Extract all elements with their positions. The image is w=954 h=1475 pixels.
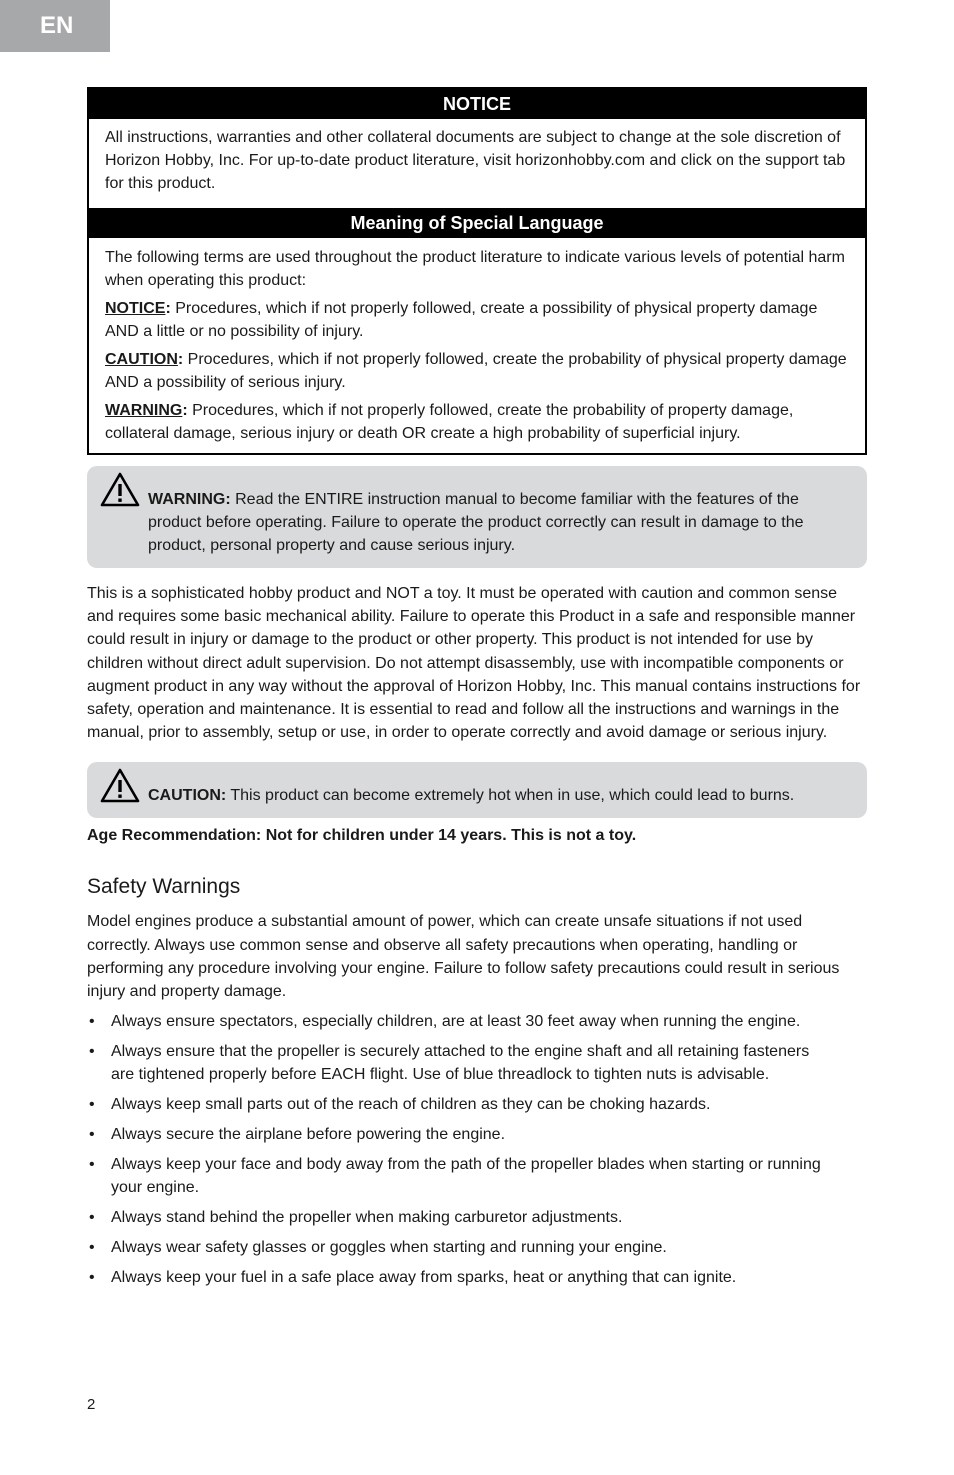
- warning-callout: [87, 466, 867, 568]
- list-item: • Always stand behind the propeller when making carburetor adjustments.: [87, 1206, 867, 1229]
- notice-box: [87, 87, 867, 455]
- notice-text: All instructions, warranties and other collateral documents are subject to change at the sole discretion of Horizon Hobby, Inc. For up-to-date product literature, visit horizonhobby.com and click on the support tab for this product.: [105, 129, 846, 192]
- term-label: WARNING: [105, 402, 183, 419]
- page-content: [87, 87, 867, 1296]
- safety-warnings-title: Safety Warnings: [87, 875, 241, 899]
- safety-intro: Model engines produce a substantial amount of power, which can create unsafe situations if not used correctly. Always use common sense and observe all safety precautions when operating, handling or performing any procedure involving your engine. Failure to follow safety precautions could result in serious injury and property damage.: [87, 913, 840, 1001]
- warning-label: WARNING:: [148, 491, 231, 508]
- warning-triangle-icon: [100, 472, 140, 508]
- notice-title: NOTICE: [89, 89, 865, 119]
- notice-body: [89, 119, 865, 208]
- list-item: • Always keep small parts out of the reach of children as they can be choking hazards.: [87, 1093, 867, 1116]
- list-item: • Always ensure that the propeller is securely attached to the engine shaft and all retaining fasteners are tightened properly before EACH flight. Use of blue threadlock to tighten nuts is advisable.: [87, 1040, 867, 1086]
- special-language-body: [89, 238, 865, 453]
- safety-bullet-list: [87, 1010, 867, 1289]
- caution-text: This product can become extremely hot when in use, which could lead to burns.: [230, 787, 795, 805]
- caution-triangle-icon: [100, 768, 140, 804]
- special-language-intro: The following terms are used throughout the product literature to indicate various levels of potential harm when operating this product:: [105, 249, 845, 289]
- age-recommendation: Age Recommendation: Not for children under 14 years. This is not a toy.: [87, 827, 637, 845]
- term-description: Procedures, which if not properly followed, create the probability of physical property damage AND a possibility of serious injury.: [105, 351, 847, 391]
- term-description: Procedures, which if not properly followed, create the probability of property damage, collateral damage, serious injury or death OR create a high probability of superficial injury.: [105, 402, 794, 442]
- list-item: • Always secure the airplane before powering the engine.: [87, 1123, 867, 1146]
- page-number: 2: [87, 1396, 96, 1413]
- special-language-title: Meaning of Special Language: [89, 208, 865, 238]
- term-notice: NOTICE: Procedures, which if not properly followed, create a possibility of physical property damage AND a little or no possibility of injury.: [105, 300, 818, 340]
- term-label: NOTICE: [105, 300, 166, 317]
- caution-label: CAUTION:: [148, 787, 227, 805]
- term-warning: WARNING: Procedures, which if not properly followed, create the probability of property damage, collateral damage, serious injury or death OR create a high probability of superficial injury.: [105, 402, 794, 442]
- language-tab: EN: [0, 0, 110, 52]
- warning-text: Read the ENTIRE instruction manual to become familiar with the features of the product before operating. Failure to operate the product correctly can result in damage to the product, personal property and cause serious injury.: [148, 491, 804, 554]
- list-item: • Always keep your face and body away from the path of the propeller blades when starting or running your engine.: [87, 1153, 867, 1199]
- list-item: • Always ensure spectators, especially children, are at least 30 feet away when running the engine.: [87, 1010, 867, 1033]
- term-description: Procedures, which if not properly followed, create a possibility of physical property damage AND a little or no possibility of injury.: [105, 300, 818, 340]
- intro-paragraph: This is a sophisticated hobby product and NOT a toy. It must be operated with caution and common sense and requires some basic mechanical ability. Failure to operate this Product in a safe and responsible manner could result in injury or damage to the product or other property. This product is not intended for use by children without direct adult supervision. Do not attempt disassembly, use with incompatible components or augment product in any way without the approval of Horizon Hobby, Inc. This manual contains instructions for safety, operation and maintenance. It is essential to read and follow all the instructions and warnings in the manual, prior to assembly, setup or use, in order to operate correctly and avoid damage or serious injury.: [87, 585, 861, 742]
- list-item: • Always keep your fuel in a safe place away from sparks, heat or anything that can ignite.: [87, 1266, 867, 1289]
- list-item: • Always wear safety glasses or goggles when starting and running your engine.: [87, 1236, 867, 1259]
- term-caution: CAUTION: Procedures, which if not properly followed, create the probability of physical property damage AND a possibility of serious injury.: [105, 351, 847, 391]
- term-label: CAUTION: [105, 351, 178, 368]
- caution-callout: [87, 762, 867, 818]
